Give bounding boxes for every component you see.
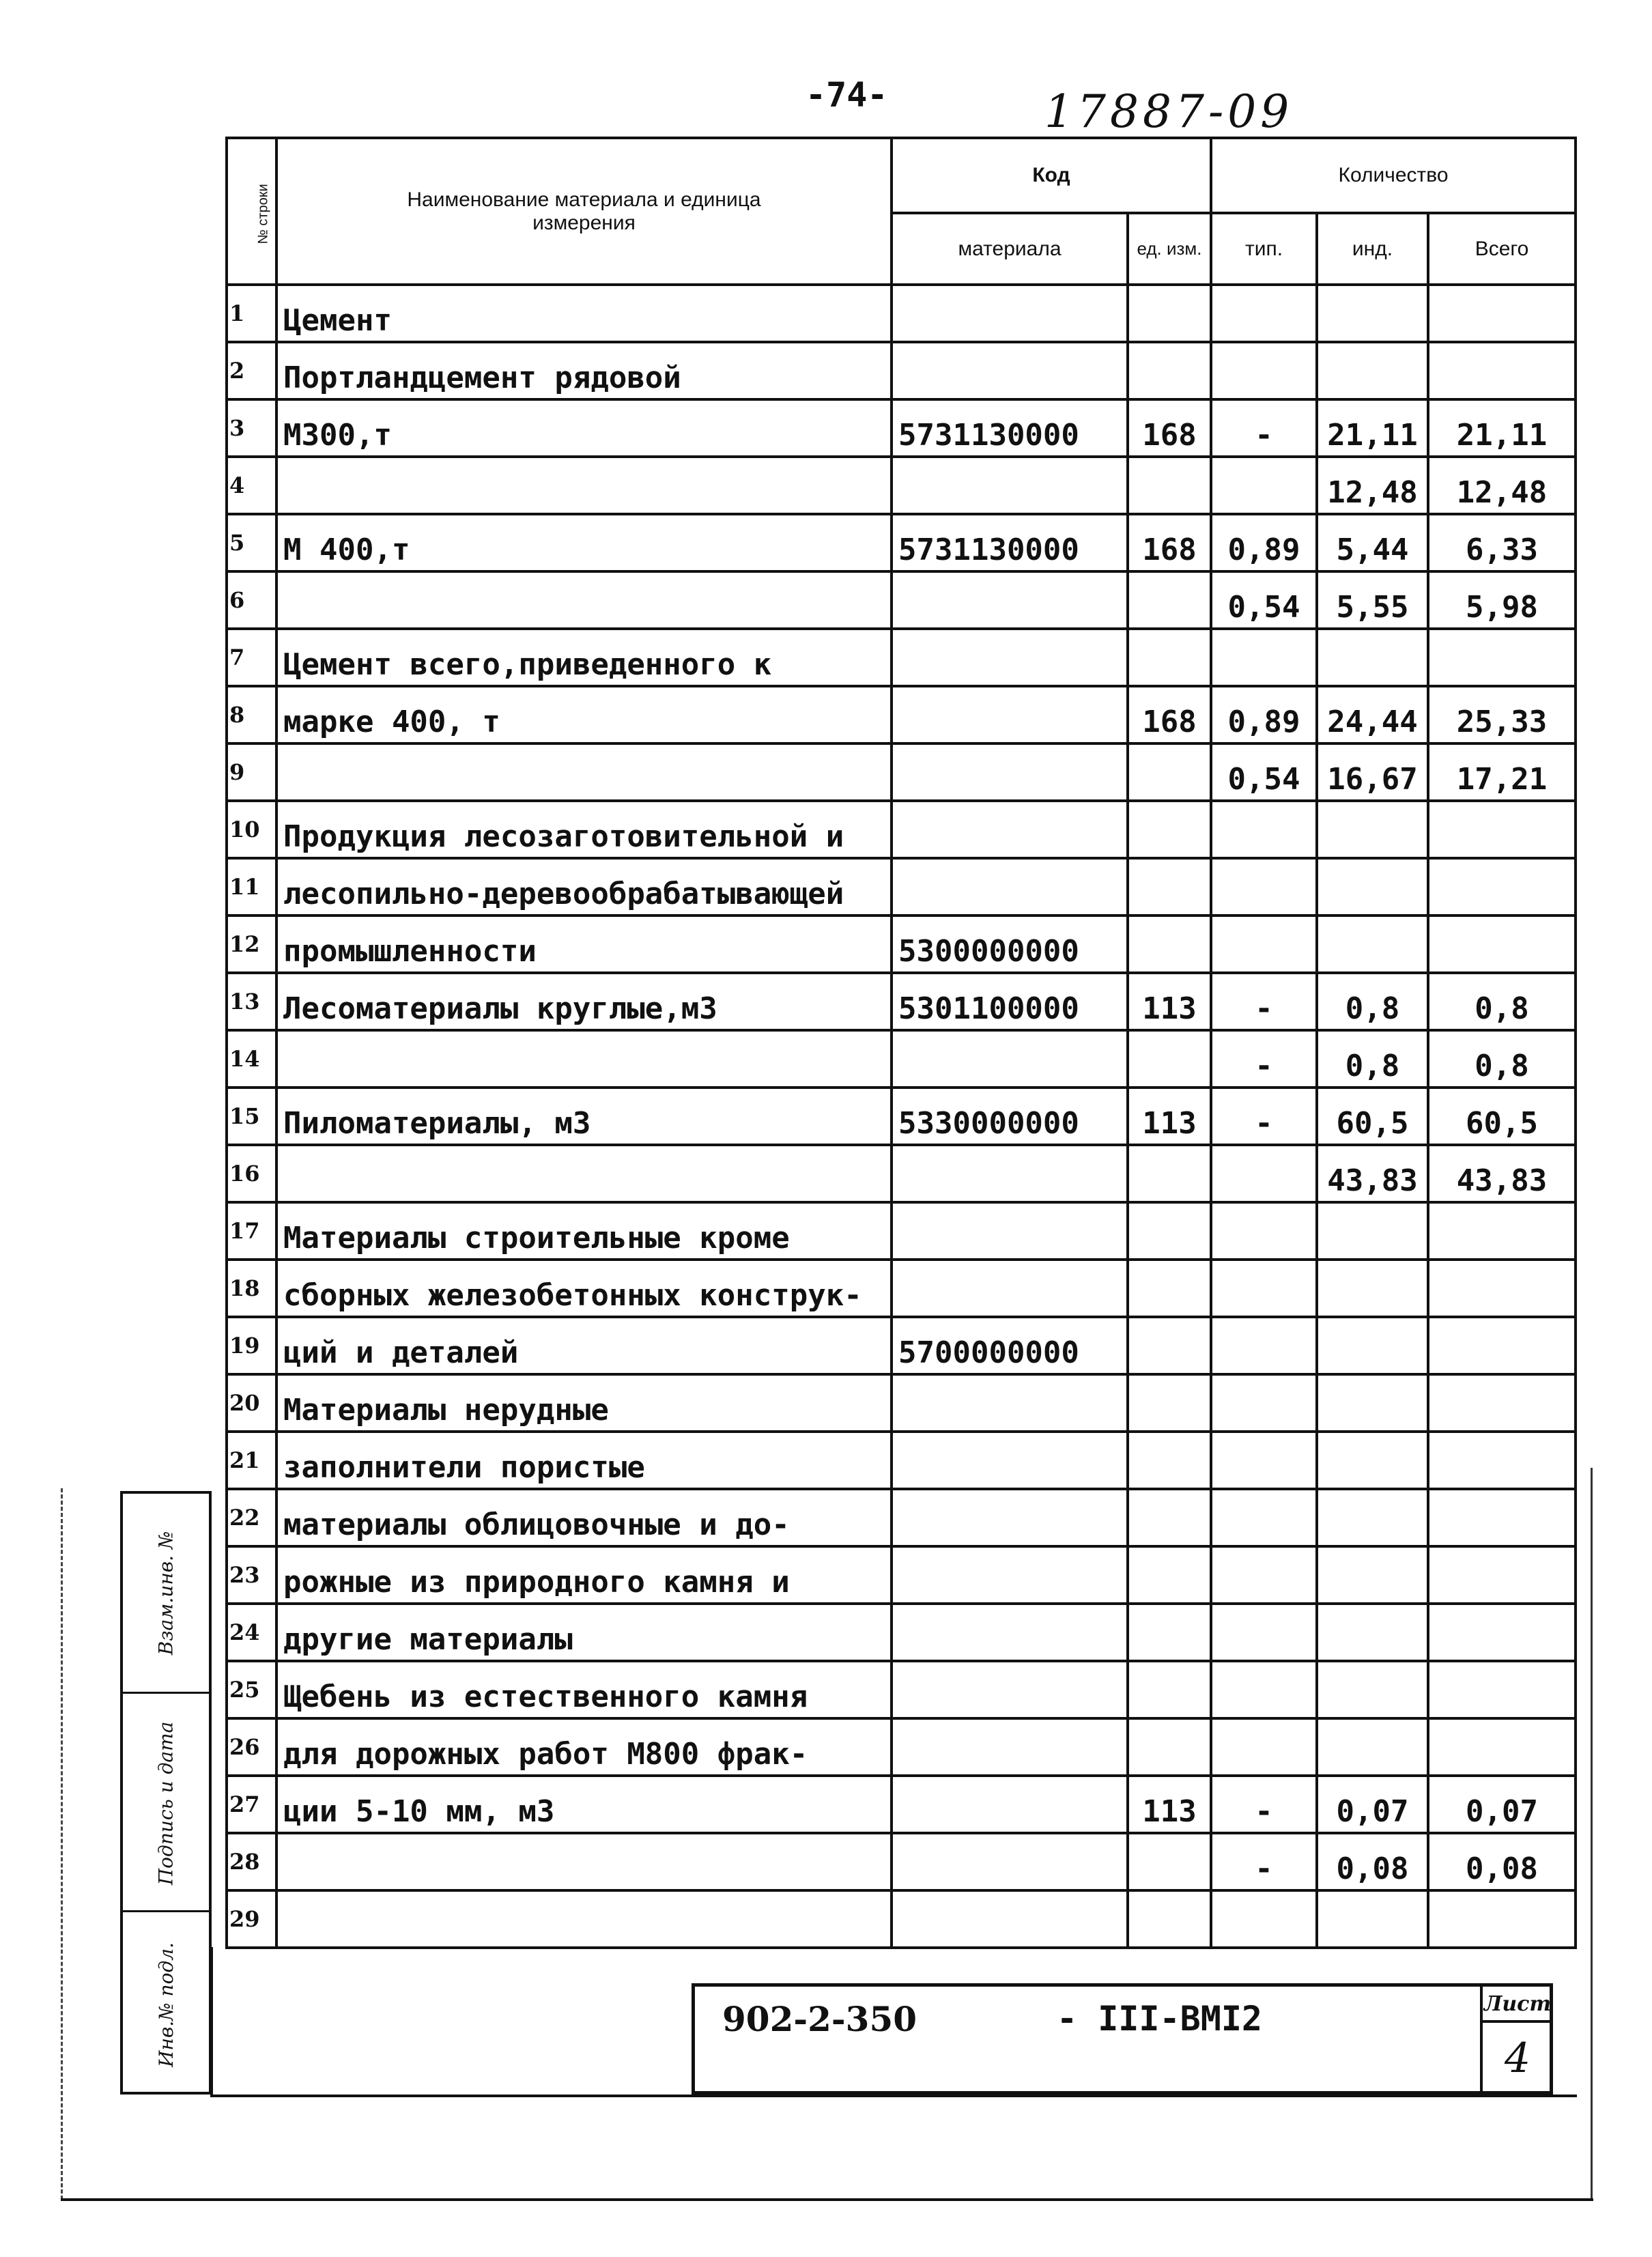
qty-total: 43,83: [1428, 1145, 1576, 1202]
row-number: 24: [227, 1604, 276, 1661]
material-name: ций и деталей: [276, 1317, 892, 1374]
material-code: [892, 858, 1128, 915]
outer-frame-right: [1591, 1468, 1593, 2200]
material-code: 5330000000: [892, 1088, 1128, 1145]
qty-typ: [1211, 1202, 1317, 1260]
qty-total: 0,8: [1428, 973, 1576, 1030]
row-number: 17: [227, 1202, 276, 1260]
header-qty-ind: инд.: [1317, 213, 1428, 285]
row-number: 6: [227, 571, 276, 629]
row-number: 13: [227, 973, 276, 1030]
qty-typ: -: [1211, 399, 1317, 457]
row-number: 14: [227, 1030, 276, 1088]
qty-total: [1428, 285, 1576, 342]
header-code-unit: ед. изм.: [1128, 213, 1211, 285]
row-number: 10: [227, 801, 276, 858]
material-code: [892, 1776, 1128, 1833]
stamp-sign-date: Подпись и дата: [123, 1692, 209, 1912]
material-name: ции 5-10 мм, м3: [276, 1776, 892, 1833]
unit-code: [1128, 915, 1211, 973]
unit-code: [1128, 457, 1211, 514]
row-number: 4: [227, 457, 276, 514]
material-name: промышленности: [276, 915, 892, 973]
qty-ind: [1317, 1604, 1428, 1661]
material-name: другие материалы: [276, 1604, 892, 1661]
table-row: [227, 1374, 1576, 1432]
qty-ind: [1317, 1317, 1428, 1374]
row-number: 5: [227, 514, 276, 571]
qty-total: [1428, 1718, 1576, 1776]
qty-typ: [1211, 1489, 1317, 1546]
unit-code: [1128, 1489, 1211, 1546]
qty-total: [1428, 1260, 1576, 1317]
material-name: [276, 1833, 892, 1890]
page-number: -74-: [806, 75, 888, 115]
qty-ind: [1317, 1489, 1428, 1546]
material-name: материалы облицовочные и до-: [276, 1489, 892, 1546]
qty-ind: [1317, 285, 1428, 342]
table-row: [227, 571, 1576, 629]
unit-code: [1128, 801, 1211, 858]
table-row: [227, 342, 1576, 399]
qty-typ: [1211, 1145, 1317, 1202]
qty-total: [1428, 629, 1576, 686]
qty-ind: [1317, 1718, 1428, 1776]
qty-typ: [1211, 1374, 1317, 1432]
table-row: [227, 1890, 1576, 1948]
material-code: [892, 1202, 1128, 1260]
qty-typ: [1211, 801, 1317, 858]
material-code: [892, 1718, 1128, 1776]
unit-code: 168: [1128, 399, 1211, 457]
material-code: [892, 571, 1128, 629]
qty-typ: [1211, 1317, 1317, 1374]
unit-code: [1128, 1718, 1211, 1776]
unit-code: [1128, 1145, 1211, 1202]
header-quantity: Количество: [1211, 138, 1576, 213]
unit-code: [1128, 571, 1211, 629]
qty-typ: -: [1211, 973, 1317, 1030]
table-row: [227, 686, 1576, 743]
qty-total: 17,21: [1428, 743, 1576, 801]
row-number: 20: [227, 1374, 276, 1432]
qty-typ: [1211, 1661, 1317, 1718]
qty-ind: 0,08: [1317, 1833, 1428, 1890]
row-number: 1: [227, 285, 276, 342]
material-name: Цемент всего,приведенного к: [276, 629, 892, 686]
table-row: [227, 1088, 1576, 1145]
table-row: [227, 1145, 1576, 1202]
row-number: 25: [227, 1661, 276, 1718]
material-name: для дорожных работ М800 фрак-: [276, 1718, 892, 1776]
material-name: сборных железобетонных конструк-: [276, 1260, 892, 1317]
qty-ind: [1317, 1202, 1428, 1260]
qty-typ: [1211, 285, 1317, 342]
qty-total: 25,33: [1428, 686, 1576, 743]
qty-typ: -: [1211, 1088, 1317, 1145]
material-name: [276, 1030, 892, 1088]
row-number: 22: [227, 1489, 276, 1546]
qty-total: [1428, 1890, 1576, 1948]
qty-ind: [1317, 915, 1428, 973]
material-name: Материалы строительные кроме: [276, 1202, 892, 1260]
qty-total: [1428, 1546, 1576, 1604]
unit-code: [1128, 1833, 1211, 1890]
qty-total: 0,07: [1428, 1776, 1576, 1833]
qty-ind: [1317, 1260, 1428, 1317]
unit-code: [1128, 1604, 1211, 1661]
unit-code: [1128, 1030, 1211, 1088]
qty-ind: 24,44: [1317, 686, 1428, 743]
table-row: [227, 858, 1576, 915]
unit-code: [1128, 1546, 1211, 1604]
qty-ind: 12,48: [1317, 457, 1428, 514]
qty-typ: [1211, 1546, 1317, 1604]
qty-ind: 21,11: [1317, 399, 1428, 457]
qty-total: [1428, 801, 1576, 858]
material-code: [892, 342, 1128, 399]
table-row: [227, 1776, 1576, 1833]
qty-typ: -: [1211, 1776, 1317, 1833]
material-code: [892, 1833, 1128, 1890]
material-code: [892, 743, 1128, 801]
material-code: 5300000000: [892, 915, 1128, 973]
table-row: [227, 1833, 1576, 1890]
table-row: [227, 801, 1576, 858]
sheet-label: Лист: [1483, 1992, 1552, 2023]
unit-code: 168: [1128, 686, 1211, 743]
unit-code: 168: [1128, 514, 1211, 571]
material-name: рожные из природного камня и: [276, 1546, 892, 1604]
outer-frame-bottom: [61, 2198, 1593, 2201]
qty-typ: [1211, 1718, 1317, 1776]
qty-ind: [1317, 342, 1428, 399]
material-name: Щебень из естественного камня: [276, 1661, 892, 1718]
row-number: 15: [227, 1088, 276, 1145]
qty-typ: 0,54: [1211, 743, 1317, 801]
material-code: 5700000000: [892, 1317, 1128, 1374]
qty-ind: 5,44: [1317, 514, 1428, 571]
material-name: Портландцемент рядовой: [276, 342, 892, 399]
qty-total: 6,33: [1428, 514, 1576, 571]
qty-typ: [1211, 342, 1317, 399]
qty-ind: [1317, 1374, 1428, 1432]
table-row: [227, 1432, 1576, 1489]
table-row: [227, 1317, 1576, 1374]
row-number: 19: [227, 1317, 276, 1374]
table-row: [227, 514, 1576, 571]
material-code: [892, 1260, 1128, 1317]
qty-ind: [1317, 1432, 1428, 1489]
material-name: [276, 1145, 892, 1202]
material-code: [892, 1661, 1128, 1718]
row-number: 3: [227, 399, 276, 457]
unit-code: [1128, 743, 1211, 801]
table-row: [227, 457, 1576, 514]
table-row: [227, 629, 1576, 686]
qty-total: 5,98: [1428, 571, 1576, 629]
qty-ind: 0,8: [1317, 973, 1428, 1030]
approval-stamp: [120, 1491, 212, 2095]
material-code: [892, 1030, 1128, 1088]
stamp-inv-no: Инв.№ подл.: [123, 1910, 209, 2097]
table-row: [227, 1718, 1576, 1776]
qty-typ: [1211, 915, 1317, 973]
material-code: [892, 285, 1128, 342]
material-code: [892, 1604, 1128, 1661]
qty-total: [1428, 1317, 1576, 1374]
document-number: 17887-09: [1044, 85, 1294, 138]
qty-total: [1428, 1202, 1576, 1260]
title-block-section: - III-ВМI2: [1057, 1999, 1263, 2039]
table-row: [227, 285, 1576, 342]
row-number: 8: [227, 686, 276, 743]
material-name: Лесоматериалы круглые,м3: [276, 973, 892, 1030]
qty-ind: 43,83: [1317, 1145, 1428, 1202]
unit-code: 113: [1128, 973, 1211, 1030]
qty-total: [1428, 342, 1576, 399]
row-number: 7: [227, 629, 276, 686]
qty-ind: [1317, 629, 1428, 686]
qty-total: [1428, 915, 1576, 973]
title-block-code: 902-2-350: [722, 1999, 917, 2039]
qty-ind: [1317, 1661, 1428, 1718]
header-qty-total: Всего: [1428, 213, 1576, 285]
material-code: [892, 1890, 1128, 1948]
table-row: [227, 1546, 1576, 1604]
row-number: 12: [227, 915, 276, 973]
material-name: Цемент: [276, 285, 892, 342]
qty-ind: 0,8: [1317, 1030, 1428, 1088]
table-row: [227, 1604, 1576, 1661]
material-name: Материалы нерудные: [276, 1374, 892, 1432]
qty-total: [1428, 1661, 1576, 1718]
header-code-material: материала: [892, 213, 1128, 285]
material-code: 5301100000: [892, 973, 1128, 1030]
material-name: Пиломатериалы, м3: [276, 1088, 892, 1145]
row-number: 27: [227, 1776, 276, 1833]
unit-code: [1128, 1432, 1211, 1489]
material-name: [276, 1890, 892, 1948]
table-row: [227, 915, 1576, 973]
material-code: [892, 1546, 1128, 1604]
table-row: [227, 1030, 1576, 1088]
unit-code: 113: [1128, 1776, 1211, 1833]
table-row: [227, 1202, 1576, 1260]
sheet-number: 4: [1504, 2034, 1531, 2082]
qty-total: 60,5: [1428, 1088, 1576, 1145]
qty-total: [1428, 1489, 1576, 1546]
table-row: [227, 1260, 1576, 1317]
unit-code: [1128, 1260, 1211, 1317]
sheet-cell: [1480, 1987, 1552, 2091]
qty-ind: [1317, 858, 1428, 915]
table-row: [227, 1489, 1576, 1546]
material-code: [892, 629, 1128, 686]
qty-total: [1428, 1432, 1576, 1489]
table-row: [227, 973, 1576, 1030]
table-row: [227, 1661, 1576, 1718]
qty-ind: [1317, 1890, 1428, 1948]
qty-typ: [1211, 858, 1317, 915]
title-block: [692, 1983, 1553, 2095]
row-number: 2: [227, 342, 276, 399]
material-name: заполнители пористые: [276, 1432, 892, 1489]
row-number: 26: [227, 1718, 276, 1776]
unit-code: [1128, 1202, 1211, 1260]
qty-ind: 0,07: [1317, 1776, 1428, 1833]
qty-typ: [1211, 1260, 1317, 1317]
qty-total: 21,11: [1428, 399, 1576, 457]
unit-code: [1128, 1374, 1211, 1432]
row-number: 29: [227, 1890, 276, 1948]
material-name: [276, 457, 892, 514]
stamp-replace-inv: Взам.инв. №: [154, 1531, 177, 1655]
unit-code: [1128, 858, 1211, 915]
row-number: 21: [227, 1432, 276, 1489]
material-code: [892, 1432, 1128, 1489]
header-code: Код: [892, 138, 1211, 213]
row-number: 9: [227, 743, 276, 801]
material-code: [892, 1374, 1128, 1432]
unit-code: 113: [1128, 1088, 1211, 1145]
material-code: 5731130000: [892, 399, 1128, 457]
qty-total: 12,48: [1428, 457, 1576, 514]
qty-ind: 5,55: [1317, 571, 1428, 629]
header-name: Наименование материала и единица измерения: [276, 138, 892, 285]
qty-ind: [1317, 801, 1428, 858]
unit-code: [1128, 342, 1211, 399]
material-name: М300,т: [276, 399, 892, 457]
material-code: [892, 1145, 1128, 1202]
qty-total: 0,08: [1428, 1833, 1576, 1890]
qty-ind: 16,67: [1317, 743, 1428, 801]
qty-typ: [1211, 1432, 1317, 1489]
row-number: 28: [227, 1833, 276, 1890]
unit-code: [1128, 285, 1211, 342]
outer-frame-left: [61, 1488, 63, 2200]
unit-code: [1128, 1661, 1211, 1718]
qty-typ: -: [1211, 1030, 1317, 1088]
qty-typ: [1211, 1890, 1317, 1948]
material-name: [276, 743, 892, 801]
material-code: 5731130000: [892, 514, 1128, 571]
qty-total: 0,8: [1428, 1030, 1576, 1088]
material-code: [892, 1489, 1128, 1546]
qty-ind: 60,5: [1317, 1088, 1428, 1145]
unit-code: [1128, 1317, 1211, 1374]
qty-total: [1428, 858, 1576, 915]
material-code: [892, 457, 1128, 514]
unit-code: [1128, 629, 1211, 686]
header-qty-typ: тип.: [1211, 213, 1317, 285]
table-row: [227, 743, 1576, 801]
header-row-number: № строки: [227, 138, 276, 285]
qty-typ: 0,89: [1211, 514, 1317, 571]
material-name: лесопильно-деревообрабатывающей: [276, 858, 892, 915]
row-number: 11: [227, 858, 276, 915]
material-name: М 400,т: [276, 514, 892, 571]
material-code: [892, 686, 1128, 743]
material-code: [892, 801, 1128, 858]
table-row: [227, 399, 1576, 457]
material-name: [276, 571, 892, 629]
qty-typ: [1211, 629, 1317, 686]
qty-total: [1428, 1604, 1576, 1661]
unit-code: [1128, 1890, 1211, 1948]
material-name: Продукция лесозаготовительной и: [276, 801, 892, 858]
row-number: 16: [227, 1145, 276, 1202]
material-name: марке 400, т: [276, 686, 892, 743]
materials-table: [225, 137, 1577, 1949]
qty-ind: [1317, 1546, 1428, 1604]
qty-typ: -: [1211, 1833, 1317, 1890]
qty-typ: 0,89: [1211, 686, 1317, 743]
qty-total: [1428, 1374, 1576, 1432]
row-number: 23: [227, 1546, 276, 1604]
qty-typ: [1211, 457, 1317, 514]
qty-typ: [1211, 1604, 1317, 1661]
row-number: 18: [227, 1260, 276, 1317]
qty-typ: 0,54: [1211, 571, 1317, 629]
